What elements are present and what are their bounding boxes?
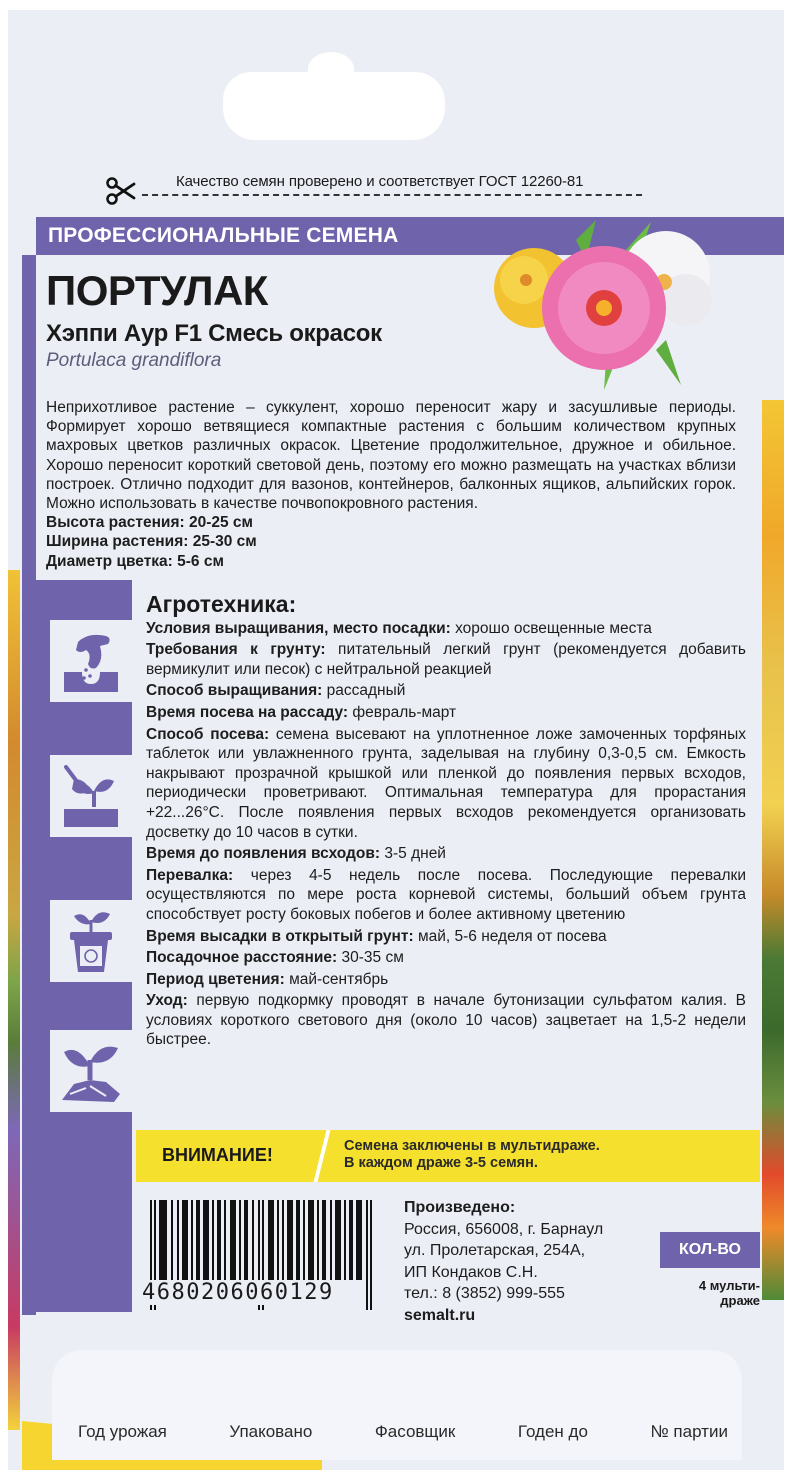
icon-box-planting (50, 755, 132, 837)
pot-seedling-icon (56, 906, 126, 976)
producer-website: semalt.ru (404, 1306, 476, 1324)
agro-item-growing-method: Способ выращивания: рассадный (146, 682, 406, 700)
producer-info (404, 1197, 603, 1326)
quality-note: Качество семян проверено и соответствует ГОСТ 12260-81 (176, 173, 584, 190)
harvest-year-label: Год урожая (78, 1422, 167, 1441)
icon-box-pot (50, 900, 132, 982)
agro-item-sowing-time: Время посева на рассаду: февраль-март (146, 703, 457, 721)
producer-company: ИП Кондаков С.Н. (404, 1263, 538, 1281)
agro-item-germination-time: Время до появления всходов: 3-5 дней (146, 845, 446, 863)
plant-in-soil-icon (56, 1036, 126, 1106)
spec-height: Высота растения: 20-25 см (46, 514, 254, 532)
packed-label: Упаковано (229, 1422, 313, 1441)
spec-flower-diameter: Диаметр цветка: 5-6 см (46, 552, 224, 570)
sowing-hand-icon (56, 626, 126, 696)
warning-label: ВНИМАНИЕ! (162, 1145, 273, 1165)
latin-name: Portulaca grandiflora (46, 350, 222, 371)
agro-item-sowing-method: Способ посева: семена высевают на уплотненное ложе замоченных торфяных таблеток или увлажненного грунта, заделывая на глубину 0,3-0,5 см. Емкость накрывают прозрачной крышкой или пленкой до появления первых всходов, периодически проветривают. Оптимальная температура для прорастания +22...26°С. После появления первых всходов рекомендуется организовать досветку до 10 часов в сутки. (146, 725, 746, 841)
spec-width: Ширина растения: 25-30 см (46, 533, 257, 551)
product-title: ПОРТУЛАК (46, 267, 268, 314)
description-text: Неприхотливое растение – суккулент, хорошо переносит жару и засушливые периоды. Формирует хорошо ветвящиеся компактные растения с большим количеством крупных махровых цветков различных окрасок. Цветение продолжительное, дружное и обильное. Хорошо переносит короткий световой день, поэтому его можно размещать на участках вблизи построек. Отлично подходит для вазонов, контейнеров, балконных ящиков, альпийских горок. Можно использовать в качестве почвопокровного растения. (46, 399, 736, 513)
hang-hole (223, 72, 445, 140)
expiry-label: Годен до (517, 1422, 588, 1441)
flower-image (486, 220, 726, 390)
agrotechnics-section (146, 591, 746, 1052)
warning-banner (136, 1130, 760, 1182)
photo-edge-right (762, 400, 784, 1300)
batch-number-label: № партии (650, 1422, 728, 1441)
packer-label: Фасовщик (374, 1422, 456, 1441)
warning-text: Семена заключены в мультидраже. В каждом драже 3-5 семян. (344, 1138, 600, 1171)
quantity-value: 4 мульти- драже (698, 1278, 760, 1308)
agro-item-planting-distance: Посадочное расстояние: 30-35 см (146, 949, 404, 967)
barcode-number: 4680206060129 (142, 1280, 334, 1305)
photo-edge-left (8, 570, 20, 1430)
trowel-seedling-icon (56, 761, 126, 831)
band-label: ПРОФЕССИОНАЛЬНЫЕ СЕМЕНА (48, 224, 399, 247)
agro-item-outdoor-planting: Время высадки в открытый грунт: май, 5-6 неделя от посева (146, 927, 607, 945)
icon-box-sowing (50, 620, 132, 702)
agro-heading: Агротехника: (146, 591, 297, 617)
agro-item-growing-conditions: Условия выращивания, место посадки: хорошо освещенные места (146, 619, 652, 637)
cut-line (106, 170, 646, 204)
icon-box-transplant (50, 1030, 132, 1112)
quantity-badge: КОЛ-ВО (660, 1232, 760, 1268)
scissors-icon (106, 176, 136, 206)
agro-item-soil: Требования к грунту: питательный легкий грунт (рекомендуется добавить вермикулит или песок) с нейтральной реакцией (146, 641, 746, 678)
seed-packet (8, 10, 784, 1470)
producer-address-1: Россия, 656008, г. Барнаул (404, 1220, 604, 1238)
batch-info-labels (78, 1422, 728, 1442)
producer-heading: Произведено: (404, 1199, 516, 1216)
agro-item-care: Уход: первую подкормку проводят в начале бутонизации сульфатом калия. В условиях короткого светового дня (около 10 часов) зацветает на 1,5-2 недели быстрее. (146, 992, 746, 1049)
batch-info-panel (52, 1350, 742, 1460)
product-subtitle: Хэппи Аур F1 Смесь окрасок (46, 320, 382, 347)
dashed-line (142, 194, 642, 196)
description (46, 398, 736, 571)
producer-phone: тел.: 8 (3852) 999-555 (404, 1285, 565, 1302)
agro-item-transshipment: Перевалка: через 4-5 недель после посева. Последующие перевалки осуществляются по мере роста корневой системы, больший объем грунта способствует росту боковых побегов и более активному цветению (146, 866, 746, 923)
producer-address-2: ул. Пролетарская, 254А, (404, 1242, 586, 1259)
warning-divider (314, 1130, 331, 1182)
agro-item-flowering-period: Период цветения: май-сентябрь (146, 970, 389, 988)
